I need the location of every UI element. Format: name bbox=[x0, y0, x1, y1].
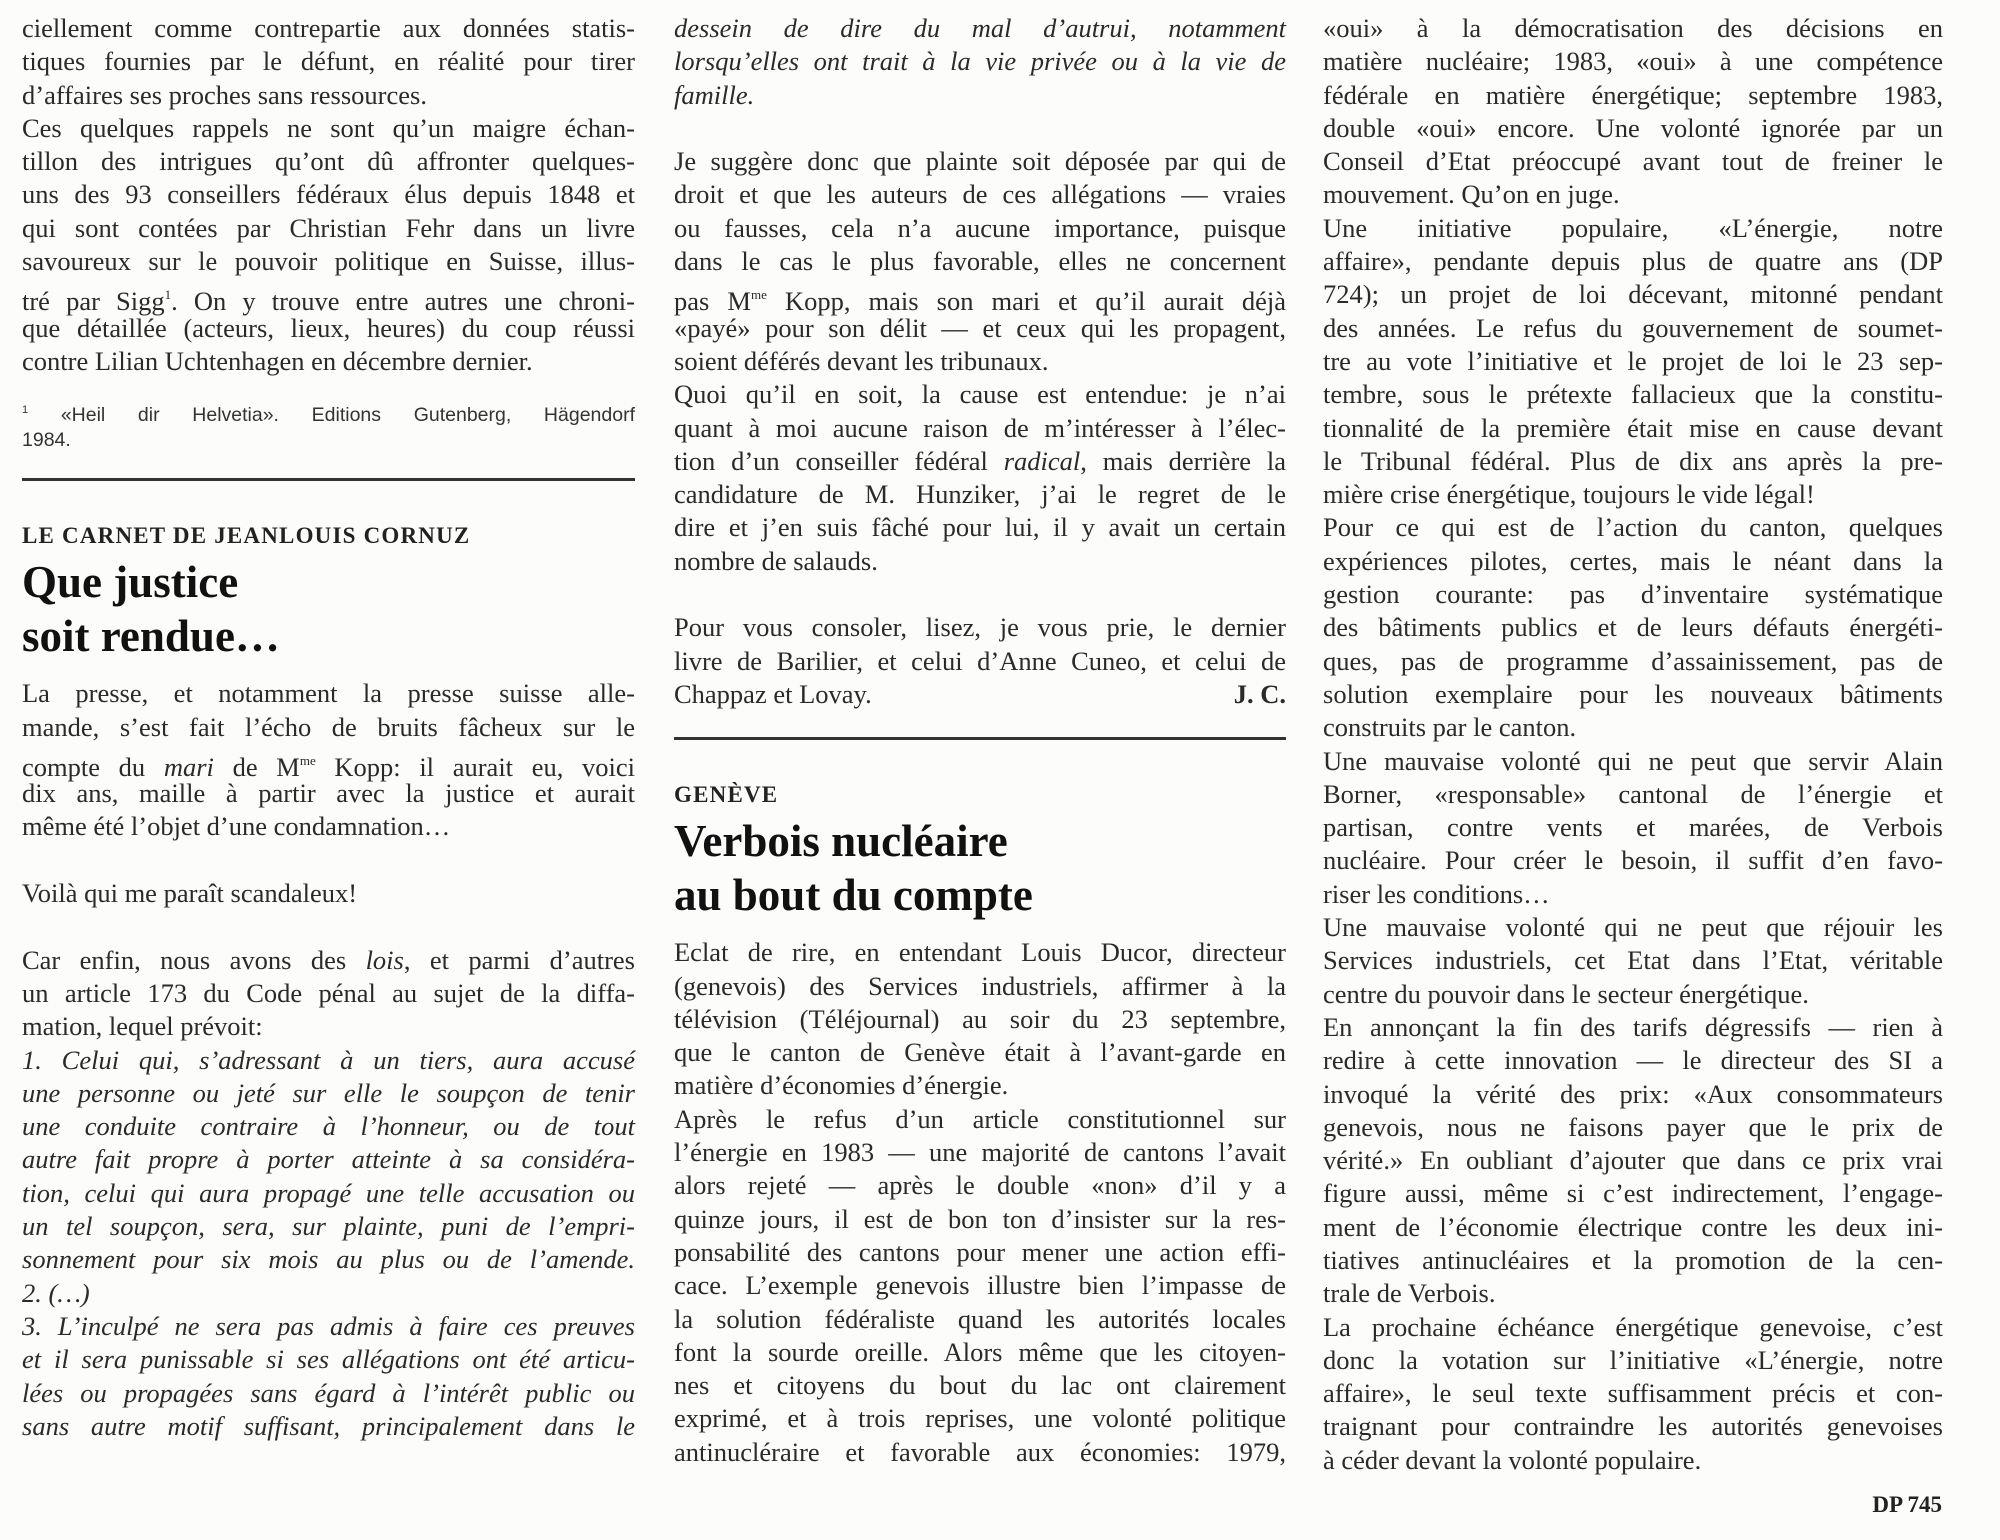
text-line: La prochaine échéance énergétique genevoise, c’est bbox=[1323, 1311, 1943, 1342]
text-fragment: Kopp, mais son mari et qu’il aurait déjà bbox=[766, 286, 1287, 317]
text-line: centre du pouvoir dans le secteur énergétique. bbox=[1323, 978, 1809, 1009]
quote-line: famille. bbox=[674, 79, 755, 110]
text-line: invoqué la vérité des prix: «Aux consommateurs bbox=[1323, 1078, 1943, 1109]
text-line: mande, s’est fait l’écho de bruits fâcheux sur le bbox=[22, 711, 635, 742]
text-line: Quoi qu’il en soit, la cause est entendue: je n’ai bbox=[674, 379, 1286, 410]
text-line: tiatives antinucléaires et la promotion de la cen- bbox=[1323, 1244, 1943, 1275]
footnote-reference[interactable]: 1 bbox=[164, 287, 172, 303]
page-number: DP 745 bbox=[1872, 1492, 1942, 1517]
text-line: tiques fournies par le défunt, en réalité pour tirer bbox=[22, 46, 635, 77]
text-line: trale de Verbois. bbox=[1323, 1278, 1496, 1309]
text-line: ciellement comme contrepartie aux données statis- bbox=[22, 13, 635, 43]
text-line: le Tribunal fédéral. Plus de dix ans après la pre- bbox=[1323, 445, 1943, 476]
footnote-text: «Heil dir Helvetia». Editions Gutenberg, Hägendorf bbox=[60, 404, 636, 427]
quote-line: sans autre motif suffisant, principalement dans le bbox=[22, 1410, 635, 1441]
text-line: des bâtiments publics et de leurs défauts énergéti- bbox=[1323, 612, 1943, 643]
text-line: riser les conditions… bbox=[1323, 878, 1550, 909]
text-line: expériences pilotes, certes, mais le néant dans la bbox=[1323, 545, 1943, 576]
text-line: Je suggère donc que plainte soit déposée par qui de bbox=[674, 146, 1286, 177]
text-line: uns des 93 conseillers fédéraux élus depuis 1848 et bbox=[22, 179, 635, 210]
text-line: Une mauvaise volonté qui ne peut que servir Alain bbox=[1323, 745, 1943, 776]
text-line: antinucléraire et favorable aux économies: 1979, bbox=[674, 1436, 1286, 1467]
quote-line: lorsqu’elles ont trait à la vie privée ou à la vie de bbox=[674, 46, 1286, 77]
text-line: dix ans, maille à partir avec la justice et aurait bbox=[22, 778, 635, 809]
emphasis-text: mari bbox=[163, 751, 214, 782]
text-line: matière d’économies d’énergie. bbox=[674, 1070, 1009, 1101]
text-line: l’énergie en 1983 — une majorité de cantons l’avait bbox=[674, 1137, 1286, 1168]
column-1 bbox=[22, 0, 635, 1443]
text-line: double «oui» encore. Une volonté ignorée par un bbox=[1323, 112, 1943, 143]
text-line: figure aussi, même si c’est indirectement, l’engage- bbox=[1323, 1178, 1943, 1209]
text-line: 724); un projet de loi décevant, mitonné pendant bbox=[1323, 279, 1943, 310]
text-line: des années. Le refus du gouvernement de soumet- bbox=[1323, 312, 1943, 343]
footnote bbox=[22, 398, 635, 453]
text-fragment: Chappaz et Lovay. bbox=[674, 678, 872, 709]
text-line bbox=[22, 944, 635, 977]
text-line: exprimé, et à trois reprises, une volonté politique bbox=[674, 1403, 1286, 1434]
text-line: que le canton de Genève était à l’avant-garde en bbox=[674, 1037, 1286, 1068]
text-line: Pour ce qui est de l’action du canton, quelques bbox=[1323, 512, 1943, 543]
text-line: Services industriels, cet Etat dans l’Etat, véritable bbox=[1323, 945, 1943, 976]
text-line: tre au vote l’initiative et le projet de loi le 23 sep- bbox=[1323, 345, 1943, 376]
text-line: Voilà qui me paraît scandaleux! bbox=[22, 878, 358, 909]
text-line: ponsabilité des cantons pour mener une action effi- bbox=[674, 1236, 1286, 1267]
text-fragment: compte du bbox=[22, 751, 164, 782]
text-line: Conseil d’Etat préoccupé avant tout de freiner le bbox=[1323, 146, 1943, 177]
text-line: mière crise énergétique, toujours le vide légal! bbox=[1323, 479, 1815, 510]
article-paragraph bbox=[674, 611, 1286, 711]
text-line: «payé» pour son délit — et ceux qui les propagent, bbox=[674, 312, 1286, 343]
text-line bbox=[22, 278, 635, 317]
text-line: livre de Barilier, et celui d’Anne Cuneo, et celui de bbox=[674, 645, 1286, 676]
text-line: cace. L’exemple genevois illustre bien l’impasse de bbox=[674, 1270, 1286, 1301]
quote-line: lées ou propagées sans égard à l’intérêt public ou bbox=[22, 1377, 635, 1408]
article-headline bbox=[674, 814, 1286, 922]
quote-line: tion, celui qui aura propagé une telle accusation ou bbox=[22, 1177, 635, 1208]
text-line: nucléaire. Pour créer le besoin, il suffit d’en favo- bbox=[1323, 845, 1943, 876]
text-line: dire et j’en suis fâché pour lui, il y avait un certain bbox=[674, 512, 1286, 543]
text-line: tillon des intrigues qu’ont dû affronter quelques- bbox=[22, 146, 635, 177]
text-line: Ces quelques rappels ne sont qu’un maigre échan- bbox=[22, 112, 635, 143]
quote-line: autre fait propre à porter atteinte à sa considéra- bbox=[22, 1144, 635, 1175]
text-fragment: de M bbox=[213, 751, 300, 782]
article-body bbox=[674, 936, 1286, 1469]
emphasis-text: lois bbox=[365, 944, 404, 975]
quote-line: et il sera punissable si ses allégations ont été articu- bbox=[22, 1344, 635, 1375]
headline-line: Que justice bbox=[22, 557, 239, 608]
text-line: vérité.» En oubliant d’ajouter que dans ce prix vrai bbox=[1323, 1145, 1943, 1176]
superscript: me bbox=[299, 752, 316, 768]
text-line: Après le refus d’un article constitutionnel sur bbox=[674, 1103, 1286, 1134]
text-line: candidature de M. Hunziker, j’ai le regret de le bbox=[674, 479, 1286, 510]
text-fragment: , mais derrière la bbox=[1080, 445, 1286, 476]
text-line: Une initiative populaire, «L’énergie, notre bbox=[1323, 212, 1943, 243]
quote-line: une personne ou jeté sur elle le soupçon de tenir bbox=[22, 1077, 635, 1108]
text-fragment: Car enfin, nous avons des bbox=[22, 944, 366, 975]
headline-line: soit rendue… bbox=[22, 611, 280, 662]
text-fragment: tion d’un conseiller fédéral bbox=[674, 445, 1004, 476]
text-line: mouvement. Qu’on en juge. bbox=[1323, 179, 1620, 210]
text-line: un article 173 du Code pénal au sujet de la diffa- bbox=[22, 977, 635, 1008]
text-line: gestion courante: pas d’inventaire systématique bbox=[1323, 579, 1943, 610]
text-line: Pour vous consoler, lisez, je vous prie, le dernier bbox=[674, 612, 1286, 643]
quote-line: 3. L’inculpé ne sera pas admis à faire ces preuves bbox=[22, 1310, 635, 1341]
text-line bbox=[22, 744, 635, 782]
text-line bbox=[674, 445, 1286, 478]
text-line: même été l’objet d’une condamnation… bbox=[22, 811, 451, 842]
text-line: la solution fédéraliste quand les autorités locales bbox=[674, 1303, 1286, 1334]
article-body-continued bbox=[1323, 12, 1943, 1477]
text-line: nombre de salauds. bbox=[674, 545, 878, 576]
text-line: droit et que les auteurs de ces allégations — vraies bbox=[674, 179, 1286, 210]
text-line: à céder devant la volonté populaire. bbox=[1323, 1444, 1702, 1475]
text-line: font la sourde oreille. Alors même que les citoyen- bbox=[674, 1336, 1286, 1367]
legal-quote-continued bbox=[674, 12, 1286, 112]
text-line: nes et citoyens du bout du lac ont clairement bbox=[674, 1370, 1286, 1401]
text-line: dans le cas le plus favorable, elles ne concernent bbox=[674, 246, 1286, 277]
text-line: genevois, nous ne faisons payer que le prix de bbox=[1323, 1111, 1943, 1142]
text-line: tembre, sous le prétexte fallacieux que la constitu- bbox=[1323, 379, 1943, 410]
quote-line: une conduite contraire à l’honneur, ou de tout bbox=[22, 1111, 635, 1142]
text-line: fédérale en matière énergétique; septembre 1983, bbox=[1323, 79, 1943, 110]
text-line: mation, lequel prévoit: bbox=[22, 1011, 263, 1042]
text-line: matière nucléaire; 1983, «oui» à une compétence bbox=[1323, 46, 1943, 77]
text-line: quinze jours, il est de bon ton d’insister sur la res- bbox=[674, 1203, 1286, 1234]
text-fragment: pas M bbox=[674, 286, 751, 317]
text-line: contre Lilian Uchtenhagen en décembre dernier. bbox=[22, 345, 533, 376]
text-line: que détaillée (acteurs, lieux, heures) du coup réussi bbox=[22, 312, 635, 343]
text-line: quant à moi aucune raison de m’intéresser à l’élec- bbox=[674, 412, 1286, 443]
article-kicker: LE CARNET DE JEANLOUIS CORNUZ bbox=[22, 523, 471, 549]
author-signature: J. C. bbox=[1233, 678, 1286, 709]
headline-line: au bout du compte bbox=[674, 870, 1033, 921]
carryover-paragraph bbox=[22, 12, 635, 378]
text-line: d’affaires ses proches sans ressources. bbox=[22, 79, 427, 110]
article-paragraph bbox=[22, 944, 635, 1044]
text-line: Eclat de rire, en entendant Louis Ducor, directeur bbox=[674, 937, 1286, 968]
text-line: alors rejeté — après le double «non» d’il y a bbox=[674, 1170, 1286, 1201]
text-line: En annonçant la fin des tarifs dégressifs — rien à bbox=[1323, 1011, 1943, 1042]
text-line: La presse, et notamment la presse suisse alle- bbox=[22, 678, 635, 709]
footnote-marker: 1 bbox=[22, 404, 29, 417]
text-line: télévision (Téléjournal) au soir du 23 septembre, bbox=[674, 1003, 1286, 1034]
text-fragment: Kopp: il aurait eu, voici bbox=[315, 751, 635, 782]
text-line: donc la votation sur l’initiative «L’énergie, notre bbox=[1323, 1344, 1943, 1375]
article-kicker: GENÈVE bbox=[674, 782, 779, 808]
text-line: soient déférés devant les tribunaux. bbox=[674, 345, 1049, 376]
text-line: redire à cette innovation — le directeur des SI a bbox=[1323, 1045, 1943, 1076]
footnote-line: 1984. bbox=[22, 429, 71, 452]
text-line bbox=[674, 678, 1286, 711]
text-fragment: . On y trouve entre autres une chroni- bbox=[171, 286, 635, 317]
quote-line: 2. (…) bbox=[22, 1277, 90, 1308]
text-line: Borner, «responsable» cantonal de l’énergie et bbox=[1323, 778, 1943, 809]
emphasis-text: radical bbox=[1003, 445, 1081, 476]
article-paragraph bbox=[674, 378, 1286, 578]
column-3 bbox=[1323, 0, 1943, 1477]
article-paragraph bbox=[22, 677, 635, 843]
article-headline bbox=[22, 555, 635, 663]
text-line bbox=[674, 278, 1287, 317]
text-fragment: tré par Sigg bbox=[22, 286, 165, 317]
text-line: ques, pas de programme d’assainissement, pas de bbox=[1323, 645, 1943, 676]
text-line: solution exemplaire pour les nouveaux bâtiments bbox=[1323, 678, 1943, 709]
text-line: partisan, contre vents et marées, de Verbois bbox=[1323, 812, 1943, 843]
text-line: traignant pour contraindre les autorités genevoises bbox=[1323, 1411, 1943, 1442]
footnote-line bbox=[22, 398, 635, 428]
text-line: qui sont contées par Christian Fehr dans un livre bbox=[22, 212, 635, 243]
text-line: ment de l’économie électrique contre les deux ini- bbox=[1323, 1211, 1943, 1242]
superscript: me bbox=[750, 287, 767, 303]
quote-line: dessein de dire du mal d’autrui, notamment bbox=[674, 13, 1286, 43]
quote-line: sonnement pour six mois au plus ou de l’amende. bbox=[22, 1244, 635, 1275]
text-line: construits par le canton. bbox=[1323, 712, 1577, 743]
text-line: (genevois) des Services industriels, affirmer à la bbox=[674, 970, 1286, 1001]
text-fragment: , et parmi d’autres bbox=[403, 944, 635, 975]
column-2 bbox=[674, 0, 1286, 1469]
text-line: Une mauvaise volonté qui ne peut que réjouir les bbox=[1323, 912, 1943, 943]
text-line: affaire», le seul texte suffisamment précis et con- bbox=[1323, 1378, 1943, 1409]
text-line: tionnalité de la première était mise en cause devant bbox=[1323, 412, 1943, 443]
text-line: ou fausses, cela n’a aucune importance, puisque bbox=[674, 212, 1286, 243]
headline-line: Verbois nucléaire bbox=[674, 816, 1008, 867]
article-paragraph bbox=[674, 145, 1286, 378]
legal-quote bbox=[22, 1044, 635, 1444]
quote-line: 1. Celui qui, s’adressant à un tiers, aura accusé bbox=[22, 1044, 635, 1075]
text-line: «oui» à la démocratisation des décisions en bbox=[1323, 13, 1943, 43]
text-line: affaire», pendante depuis plus de quatre ans (DP bbox=[1323, 246, 1943, 277]
text-line: savoureux sur le pouvoir politique en Suisse, illus- bbox=[22, 246, 635, 277]
quote-line: un tel soupçon, sera, sur plainte, puni de l’empri- bbox=[22, 1211, 635, 1242]
